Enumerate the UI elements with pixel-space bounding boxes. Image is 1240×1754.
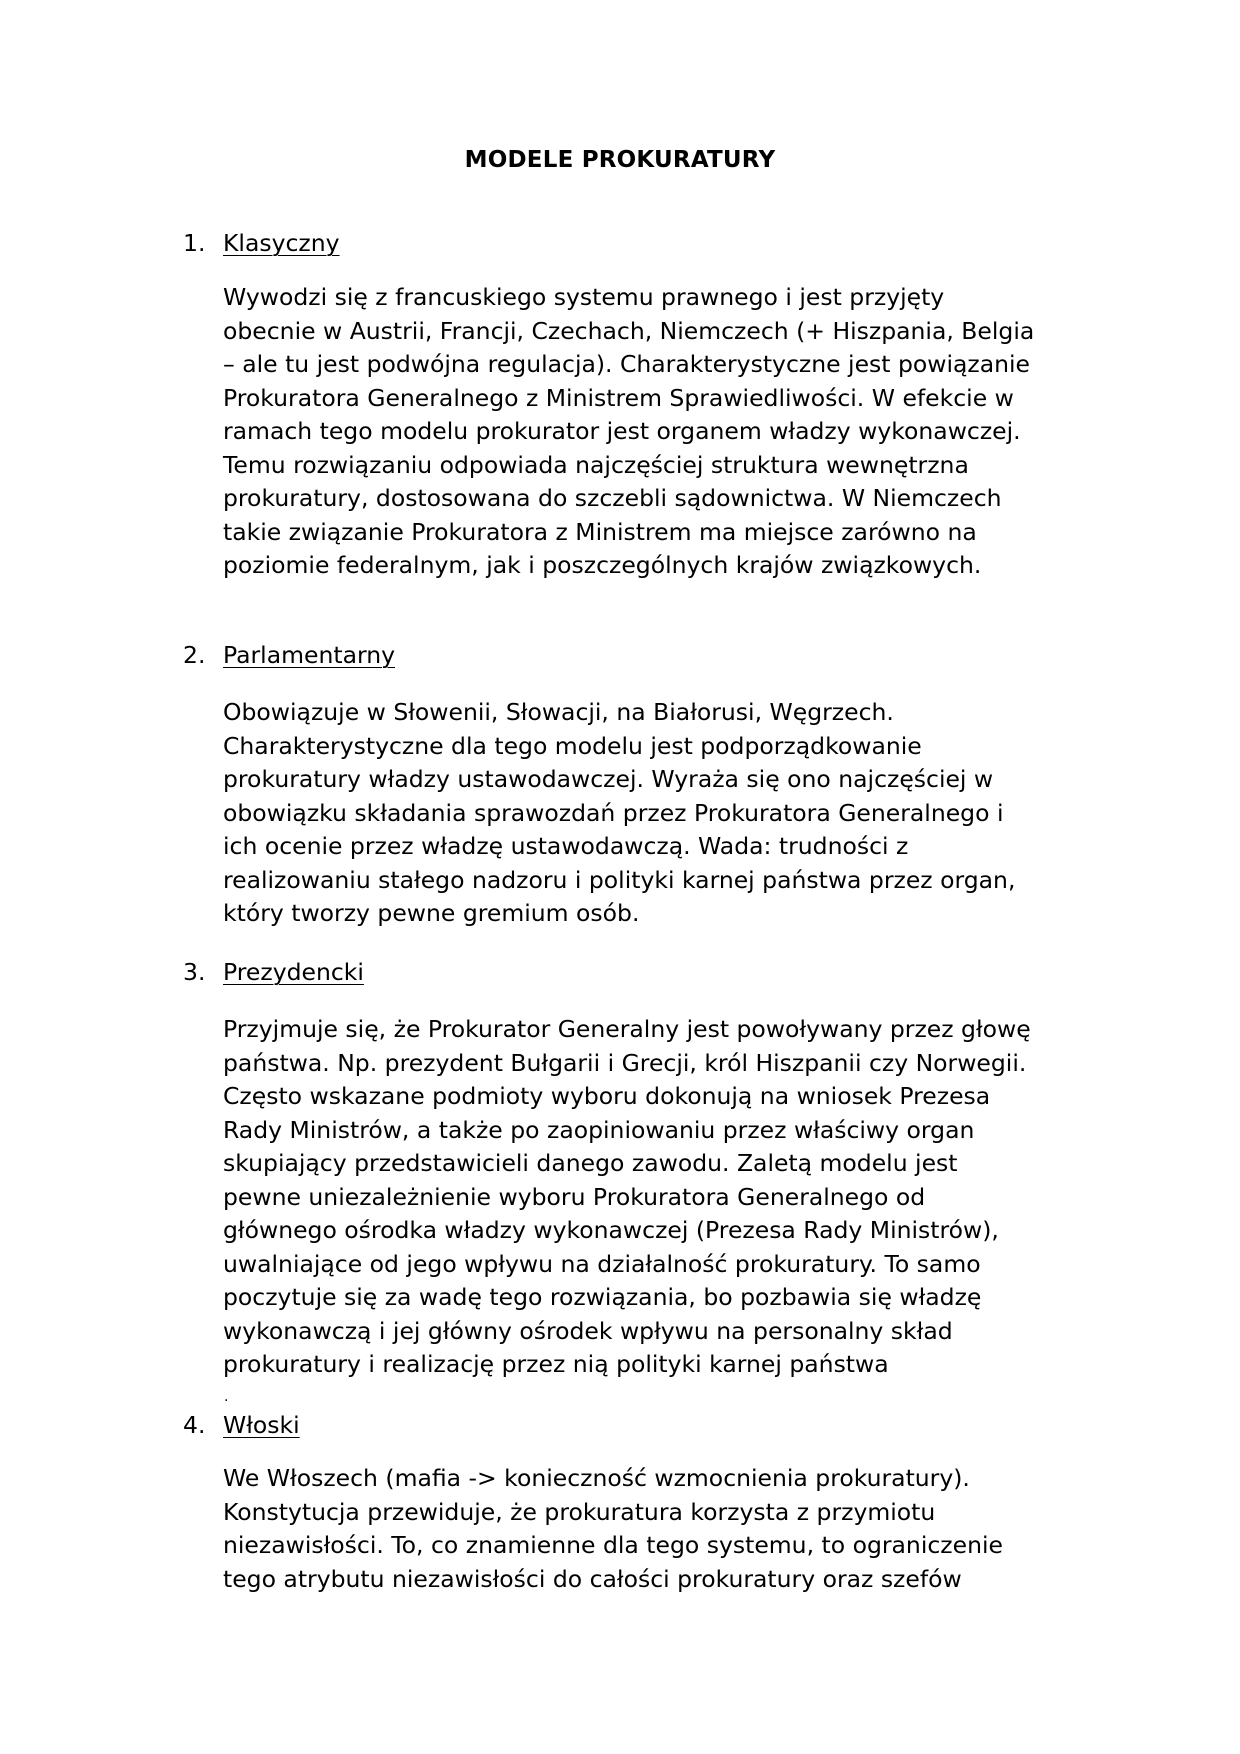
section-title: Klasyczny [223, 229, 340, 257]
paragraph-line: głównego ośrodka władzy wykonawczej (Prezesa Rady Ministrów), [223, 1216, 999, 1244]
paragraph-line: We Włoszech (mafia -> konieczność wzmocnienia prokuratury). [223, 1464, 970, 1492]
paragraph-line: obecnie w Austrii, Francji, Czechach, Niemczech (+ Hiszpania, Belgia [223, 316, 1035, 345]
paragraph-line: skupiający przedstawicieli danego zawodu. Zaletą modelu jest [223, 1149, 958, 1177]
paragraph-line: Przyjmuje się, że Prokurator Generalny jest powoływany przez głowę [223, 1015, 1031, 1043]
paragraph-line: uwalniające od jego wpływu na działalność prokuratury. To samo [223, 1249, 981, 1278]
paragraph-line: Wywodzi się z francuskiego systemu prawnego i jest przyjęty [223, 283, 945, 311]
section-body [223, 1013, 1223, 1382]
section-prezydencki [0, 955, 1240, 1405]
trailing-period: . [224, 1389, 229, 1405]
paragraph-line: – ale tu jest podwójna regulacja). Charakterystyczne jest powiązanie [223, 350, 1031, 378]
section-heading [0, 1408, 1240, 1442]
paragraph-line: poziomie federalnym, jak i poszczególnych krajów związkowych. [223, 551, 982, 579]
paragraph-line: takie związanie Prokuratora z Ministrem ma miejsce zarówno na [223, 517, 977, 546]
paragraph-line: tego atrybutu niezawisłości do całości prokuratury oraz szefów [223, 1564, 962, 1593]
paragraph-line: Rady Ministrów, a także po zaopiniowaniu przez właściwy organ [223, 1115, 975, 1144]
page-title: MODELE PROKURATURY [464, 147, 776, 173]
paragraph-line: który tworzy pewne gremium osób. [223, 899, 640, 927]
paragraph-line: Charakterystyczne dla tego modelu jest podporządkowanie [223, 731, 922, 760]
paragraph-line: Prokuratora Generalnego z Ministrem Sprawiedliwości. W efekcie w [223, 383, 1014, 412]
section-body [223, 281, 1223, 583]
section-number: 4. [183, 1411, 206, 1439]
section-body [223, 1462, 1223, 1596]
section-number: 3. [183, 958, 206, 986]
section-number: 1. [183, 229, 206, 257]
section-title: Prezydencki [223, 958, 364, 986]
paragraph-line: prokuratury, dostosowana do szczebli sądownictwa. W Niemczech [223, 484, 1002, 512]
section-klasyczny [0, 226, 1240, 579]
paragraph-line: Konstytucja przewiduje, że prokuratura korzysta z przymiotu [223, 1497, 936, 1526]
section-heading [0, 638, 1240, 672]
paragraph-line: Obowiązuje w Słowenii, Słowacji, na Białorusi, Węgrzech. [223, 698, 894, 726]
paragraph-line: poczytuje się za wadę tego rozwiązania, bo pozbawia się władzę [223, 1283, 982, 1311]
paragraph-line: prokuratury władzy ustawodawczej. Wyraża się ono najczęściej w [223, 765, 994, 793]
section-heading [0, 955, 1240, 989]
section-number: 2. [183, 641, 206, 669]
paragraph-line: Temu rozwiązaniu odpowiada najczęściej struktura wewnętrzna [223, 450, 969, 479]
section-parlamentarny [0, 638, 1240, 927]
section-body [223, 696, 1223, 931]
paragraph-line: obowiązku składania sprawozdań przez Prokuratora Generalnego i [223, 798, 1004, 827]
paragraph-line: państwa. Np. prezydent Bułgarii i Grecji, król Hiszpanii czy Norwegii. [223, 1048, 1027, 1077]
paragraph-line: Często wskazane podmioty wyboru dokonują na wniosek Prezesa [223, 1082, 991, 1110]
paragraph-line: pewne uniezależnienie wyboru Prokuratora Generalnego od [223, 1182, 926, 1211]
section-title: Parlamentarny [223, 641, 396, 669]
paragraph-line: niezawisłości. To, co znamienne dla tego systemu, to ograniczenie [223, 1531, 1003, 1559]
paragraph-line: wykonawczą i jej główny ośrodek wpływu na personalny skład [223, 1316, 953, 1345]
section-heading [0, 226, 1240, 260]
paragraph-line: ramach tego modelu prokurator jest organem władzy wykonawczej. [223, 417, 1021, 445]
paragraph-line: prokuratury i realizację przez nią polityki karnej państwa [223, 1350, 889, 1378]
paragraph-line: ich ocenie przez władzę ustawodawczą. Wada: trudności z [223, 832, 909, 860]
section-title: Włoski [223, 1411, 300, 1439]
section-wloski [0, 1408, 1240, 1593]
paragraph-line: realizowaniu stałego nadzoru i polityki karnej państwa przez organ, [223, 865, 1016, 894]
